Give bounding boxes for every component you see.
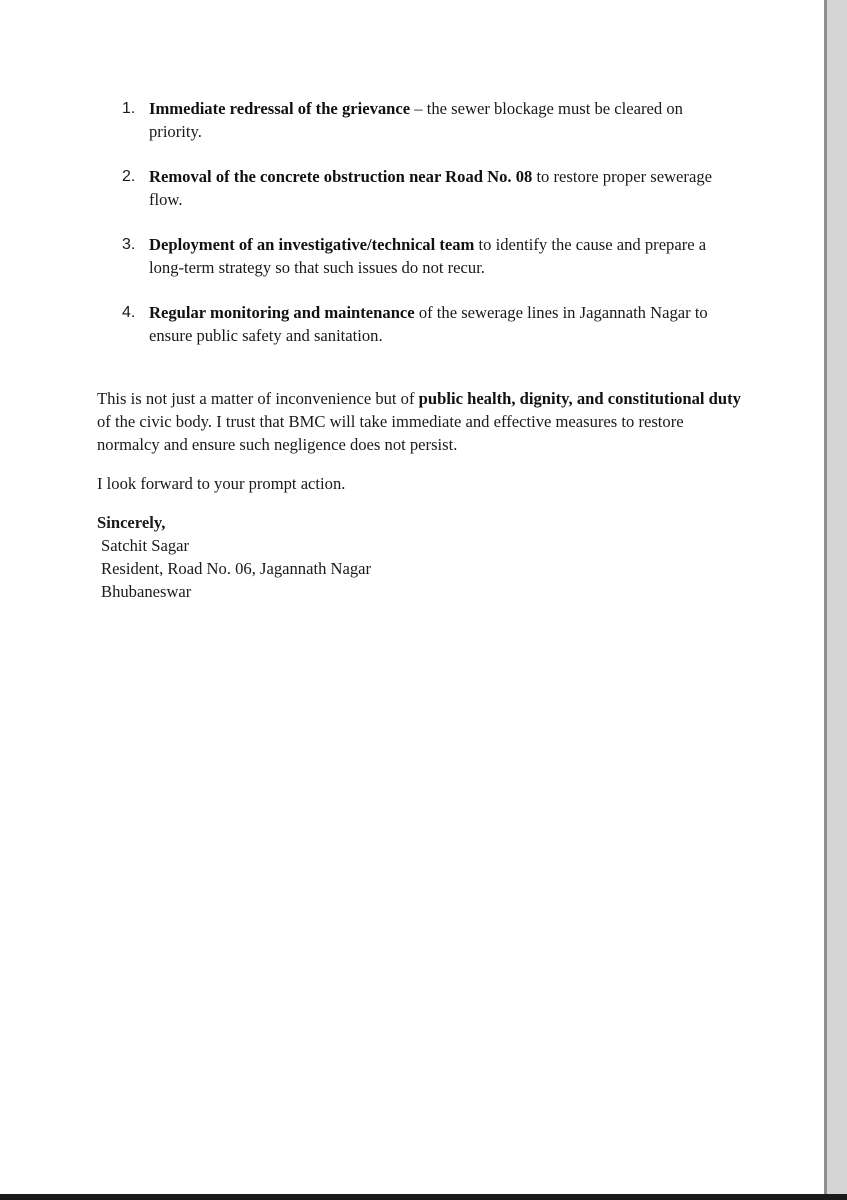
list-item-number: 3. — [122, 236, 136, 253]
signature-closing: Sincerely, — [97, 513, 166, 532]
followup-paragraph: I look forward to your prompt action. — [97, 474, 346, 493]
signature-block — [97, 511, 747, 603]
list-item-number: 4. — [122, 304, 136, 321]
request-list — [97, 97, 747, 347]
page-edge-right — [824, 0, 847, 1200]
list-item-number: 2. — [122, 168, 136, 185]
list-item-bold: Removal of the concrete obstruction near Road No. 08 — [149, 167, 533, 186]
letter-body — [97, 97, 747, 603]
list-item — [97, 97, 747, 143]
list-item-text — [149, 97, 734, 143]
list-item — [97, 165, 747, 211]
list-item-bold: Deployment of an investigative/technical team — [149, 235, 475, 254]
paragraph-text: This is not just a matter of inconvenience but of — [97, 389, 419, 408]
list-item-text — [149, 233, 734, 279]
list-item-rest: to identify the cause and prepare a long-term strategy so that such issues do not recur. — [149, 235, 707, 277]
list-item — [97, 301, 747, 347]
list-item-text — [149, 165, 734, 211]
page-edge-bottom — [0, 1194, 847, 1200]
list-item-rest: to restore proper sewerage flow. — [149, 167, 712, 209]
list-item-text — [149, 301, 734, 347]
list-item — [97, 233, 747, 279]
signature-name: Satchit Sagar — [101, 536, 190, 555]
list-item-number: 1. — [122, 100, 136, 117]
closing-paragraph — [97, 387, 747, 456]
signature-city: Bhubaneswar — [101, 582, 192, 601]
list-item-bold: Immediate redressal of the grievance — [149, 99, 411, 118]
paragraph-emphasis: public health, dignity, and constitutional duty — [418, 389, 741, 408]
signature-address: Resident, Road No. 06, Jagannath Nagar — [101, 559, 372, 578]
list-item-rest: – the sewer blockage must be cleared on priority. — [149, 99, 683, 141]
list-item-bold: Regular monitoring and maintenance — [149, 303, 415, 322]
list-item-rest: of the sewerage lines in Jagannath Nagar to ensure public safety and sanitation. — [149, 303, 708, 345]
paragraph-text: of the civic body. I trust that BMC will take immediate and effective measures to restore normalcy and ensure such negligence does not persist. — [97, 412, 684, 454]
